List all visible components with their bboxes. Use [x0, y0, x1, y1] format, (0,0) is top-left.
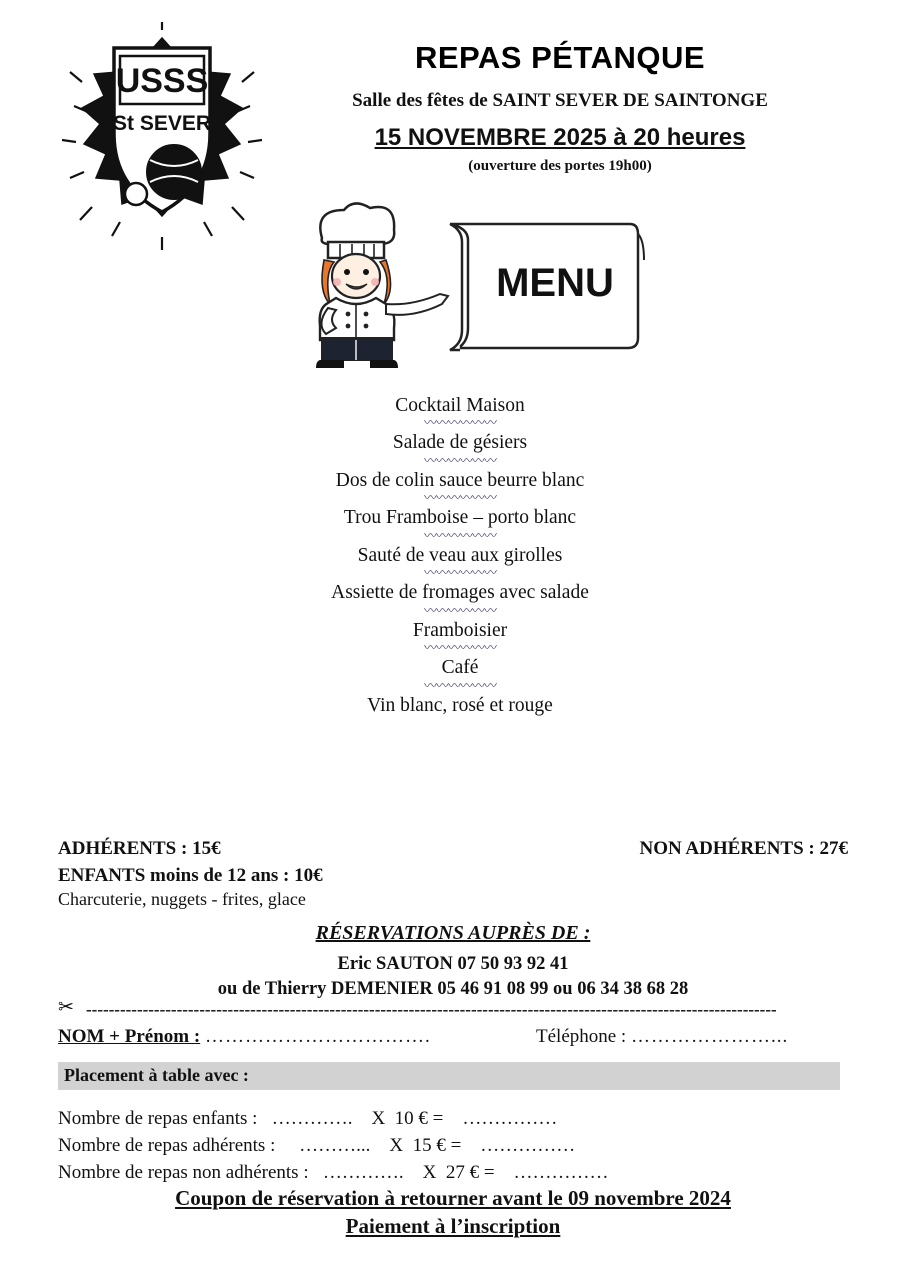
- menu-item: Salade de gésiers: [392, 432, 528, 454]
- phone-input-line[interactable]: …………………...: [630, 1026, 789, 1047]
- meal-total-input[interactable]: ……………: [480, 1134, 576, 1156]
- meal-count-label: Nombre de repas adhérents :: [58, 1134, 276, 1156]
- scissors-icon: ✂: [58, 996, 74, 1018]
- name-label: NOM + Prénom :: [58, 1026, 201, 1047]
- menu-item: Café: [441, 657, 479, 679]
- menu-item: Framboisier: [412, 619, 508, 641]
- menu-item: Dos de colin sauce beurre blanc: [335, 469, 585, 491]
- price-section: [58, 838, 848, 910]
- menu-item: Sauté de veau aux girolles: [357, 544, 563, 566]
- doors-open-note: (ouverture des portes 19h00): [468, 158, 652, 174]
- name-input-line[interactable]: …………………………….: [204, 1026, 431, 1047]
- dashed-rule: --------------------------------------------------------------------------------------------------------------------------: [86, 1000, 777, 1019]
- price-children: ENFANTS moins de 12 ans : 10€: [58, 865, 323, 886]
- menu-separator: 〰〰〰〰〰〰: [423, 453, 496, 469]
- club-logo: [62, 22, 262, 252]
- meal-count-row: [58, 1106, 848, 1133]
- reservation-contact: ou de Thierry DEMENIER 05 46 91 08 99 ou 06 34 38 68 28: [217, 978, 689, 999]
- menu-separator: 〰〰〰〰〰〰: [423, 416, 496, 432]
- reservations-section: [58, 922, 848, 1002]
- table-placement-field[interactable]: Placement à table avec :: [58, 1062, 840, 1090]
- menu-board-label: MENU: [496, 261, 614, 305]
- price-adherents: ADHÉRENTS : 15€: [58, 838, 221, 859]
- event-date: 15 NOVEMBRE 2025 à 20 heures: [374, 124, 746, 151]
- menu-list: [170, 396, 750, 716]
- venue-line: Salle des fêtes de SAINT SEVER DE SAINTONGE: [352, 90, 768, 111]
- logo-initials: USSS: [115, 62, 209, 100]
- reservation-contact: Eric SAUTON 07 50 93 92 41: [337, 954, 569, 974]
- meal-count-formula: X 15 € =: [389, 1134, 462, 1156]
- meal-count-input[interactable]: ………….: [322, 1161, 404, 1183]
- phone-label: Téléphone :: [536, 1026, 627, 1047]
- meal-count-input[interactable]: ………...: [299, 1134, 371, 1156]
- meal-count-lines: [58, 1106, 848, 1187]
- return-deadline: Coupon de réservation à retourner avant le 09 novembre 2024: [175, 1186, 731, 1210]
- menu-item: Cocktail Maison: [395, 395, 525, 416]
- meal-count-label: Nombre de repas enfants :: [58, 1108, 258, 1129]
- menu-item: Assiette de fromages avec salade: [331, 582, 589, 604]
- logo-town: St SEVER: [112, 112, 212, 135]
- meal-count-formula: X 27 € =: [422, 1161, 495, 1183]
- menu-separator: 〰〰〰〰〰〰: [423, 491, 496, 507]
- meal-count-row: [58, 1160, 848, 1187]
- coupon-footer: [58, 1185, 848, 1240]
- price-non-adherents: NON ADHÉRENTS : 27€: [639, 838, 848, 859]
- page-title: REPAS PÉTANQUE: [414, 40, 706, 75]
- menu-separator: 〰〰〰〰〰〰: [423, 678, 496, 694]
- meal-count-input[interactable]: ………….: [271, 1108, 353, 1129]
- chef-icon: [316, 203, 448, 368]
- cut-line: [58, 996, 848, 1022]
- menu-item: Vin blanc, rosé et rouge: [367, 694, 553, 716]
- meal-total-input[interactable]: ……………: [462, 1108, 558, 1129]
- menu-separator: 〰〰〰〰〰〰: [423, 641, 496, 657]
- meal-count-label: Nombre de repas non adhérents :: [58, 1161, 309, 1183]
- menu-item: Trou Framboise – porto blanc: [343, 507, 577, 529]
- menu-separator: 〰〰〰〰〰〰: [423, 603, 496, 619]
- reservations-title: RÉSERVATIONS AUPRÈS DE :: [315, 922, 591, 944]
- menu-separator: 〰〰〰〰〰〰: [423, 566, 496, 582]
- meal-count-formula: X 10 € =: [371, 1108, 444, 1129]
- children-menu-note: Charcuterie, nuggets - frites, glace: [58, 889, 306, 909]
- menu-separator: 〰〰〰〰〰〰: [423, 528, 496, 544]
- meal-count-row: [58, 1133, 848, 1160]
- payment-note: Paiement à l’inscription: [345, 1213, 561, 1238]
- poster-header: [280, 40, 840, 175]
- menu-illustration: [300, 200, 645, 372]
- meal-total-input[interactable]: ……………: [513, 1161, 609, 1183]
- reservation-coupon: [58, 1026, 848, 1187]
